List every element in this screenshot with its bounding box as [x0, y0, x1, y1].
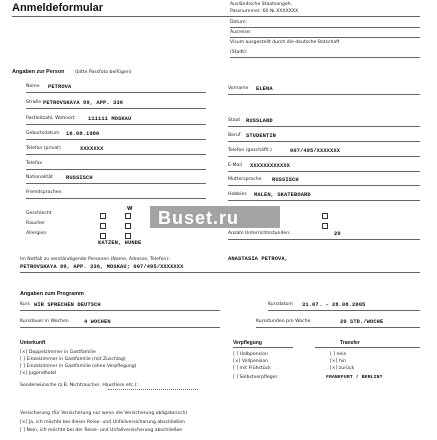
postcode-city-value[interactable]: 111111 MOSKAU	[88, 116, 132, 122]
country-label: Staat	[228, 118, 241, 123]
header-line-2: Passnummer: 60 № XXXXXXX	[230, 9, 299, 14]
watermark-stamp	[150, 206, 280, 228]
course-dates-label: Kursdatum	[268, 302, 293, 307]
hobbies-label: Hobbies	[228, 192, 247, 197]
accommodation-option-2[interactable]: [ ] Einzelzimmer in Gastfamilie (mit Zuschlag)	[20, 357, 126, 362]
duration-label: Kursdauer in Wochen	[20, 319, 69, 324]
header-line-3: Datum:	[230, 20, 248, 25]
person-section-title: Angaben zur Person	[12, 69, 65, 75]
gender-label: Geschlecht	[26, 211, 52, 216]
program-section-title: Angaben zum Programm	[20, 291, 84, 297]
transfer-option-2[interactable]: [×] hin	[330, 359, 346, 364]
emergency-label: Im Notfall zu verständigende Personen (Name, Adresse, Telefon):	[20, 257, 170, 262]
accommodation-title: Unterkunft	[20, 340, 46, 346]
weekly-hours-label: Kursstunden pro Woche	[256, 319, 311, 324]
transfer-option-1[interactable]: [ ] nein	[330, 352, 347, 357]
gender-male-checkbox[interactable]	[100, 213, 106, 219]
accommodation-option-4[interactable]: [×] Jugendhotel	[20, 371, 57, 376]
fax-label: Telefax	[26, 161, 43, 166]
languages-label: Fremdsprachen	[26, 190, 62, 195]
option-checkbox-b[interactable]	[322, 223, 328, 229]
phone-private-value[interactable]: XXXXXXX	[80, 146, 104, 152]
lessons-count-value[interactable]: 20	[334, 231, 341, 237]
watermark-text: Buset.ru	[158, 208, 240, 228]
gender-mark: W	[127, 206, 133, 212]
course-value[interactable]: WIR SPRECHEN DEUTSCH	[34, 302, 101, 308]
country-value[interactable]: RUSSLAND	[246, 118, 273, 124]
catering-option-1[interactable]: [ ] Halbpension	[233, 352, 269, 357]
course-dates-value[interactable]: 31.07. – 28.08.2005	[302, 302, 366, 308]
phone-business-label: Telefon (geschäftl.)	[228, 148, 272, 153]
street-value[interactable]: PETROVSKAYA 99, APP. 336	[43, 100, 124, 106]
title-divider	[12, 16, 420, 17]
postcode-city-label: Postleitzahl, Wohnort	[26, 116, 75, 121]
header-line-5: Visum ausgestellt durch die deutsche Botschaft	[230, 40, 340, 45]
insurance-title: Versicherung (für Versicherung nur wenn die Versicherung obligatorisch)	[20, 411, 188, 416]
header-line-1: Ausländische Staatsangeh.	[230, 2, 293, 7]
accommodation-note: Sonderwünsche (z.B. Nichtraucher, Haustiere etc.):	[20, 383, 138, 388]
birthdate-value[interactable]: 16.08.1980	[66, 131, 100, 137]
transfer-title: Transfer	[340, 340, 360, 346]
catering-option-2[interactable]: [×] Vollpension	[233, 359, 269, 364]
mother-tongue-label: Muttersprache	[228, 177, 262, 182]
accommodation-option-1[interactable]: [×] Doppelzimmer in Gastfamilie	[20, 350, 96, 355]
lessons-count-label: Anzahl Unterrichtsstunden:	[228, 231, 291, 236]
transfer-destination-value[interactable]: FRANKFURT / BERLIN?	[326, 375, 383, 380]
street-label: Straße	[26, 100, 42, 105]
emergency-value-2[interactable]: PETROVSKAYA 99, APP. 336, MOSKAU; 007/495/XXXXXXX	[20, 264, 184, 270]
name-label: Name	[26, 84, 40, 89]
option-checkbox-a[interactable]	[322, 213, 328, 219]
smoker-yes-checkbox[interactable]	[100, 223, 106, 229]
nationality-label: Nationalität	[26, 175, 53, 180]
weekly-hours-value[interactable]: 20 STD./WOCHE	[340, 319, 384, 325]
mother-tongue-value[interactable]: RUSSISCH	[272, 177, 299, 183]
phone-private-label: Telefon (privat)	[26, 146, 61, 151]
catering-option-3[interactable]: [ ] mit Frühstück	[233, 366, 271, 371]
allergies-label: Allergien	[26, 231, 47, 236]
insurance-option-no[interactable]: [ ] Nein, ich möchte bei der Reise- und Unfallversicherung abschließen	[20, 428, 183, 433]
person-section-hint: (bitte Passfoto beifügen)	[75, 70, 132, 75]
hobbies-value[interactable]: MALEN, SKATEBOARD	[254, 192, 311, 198]
allergies-yes-checkbox[interactable]	[100, 233, 106, 239]
profession-label: Beruf	[228, 133, 241, 138]
emergency-value-1[interactable]: ANASTASIA PETROVA,	[228, 256, 289, 262]
smoker-label: Raucher	[26, 221, 45, 226]
insurance-option-yes[interactable]: [×] Ja, ich möchte bei dieser Reise- und Unfallversicherung abschließen	[20, 420, 185, 425]
header-line-4: Ausreise:	[230, 30, 252, 35]
gender-female-checkbox[interactable]	[125, 213, 131, 219]
first-name-label: Vorname	[228, 86, 249, 91]
course-label: Kurs	[20, 302, 30, 307]
birthdate-label: Geburtsdatum	[26, 131, 60, 136]
smoker-no-checkbox[interactable]	[125, 223, 131, 229]
nationality-value[interactable]: RUSSISCH	[66, 175, 93, 181]
duration-value[interactable]: 4 WOCHEN	[84, 319, 111, 325]
phone-business-value[interactable]: 007/495/XXXXXXX	[290, 148, 341, 154]
name-value[interactable]: PETROVA	[48, 84, 72, 90]
allergies-value[interactable]: KATZEN, HUNDE	[98, 240, 142, 246]
form-title: Anmeldeformular	[12, 2, 104, 14]
profession-value[interactable]: STUDENTIN	[246, 133, 277, 139]
catering-option-4[interactable]: [ ] Selbstverpfleger	[233, 375, 278, 380]
email-label: E-Mail	[228, 163, 242, 168]
accommodation-option-3[interactable]: [ ] Einzelzimmer in Gastfamilie (ohne Verpflegung)	[20, 364, 137, 369]
first-name-value[interactable]: ELENA	[256, 86, 273, 92]
header-line-6: (Stadt):	[230, 50, 248, 55]
allergies-no-checkbox[interactable]	[125, 233, 131, 239]
email-value[interactable]: XXXXXXXXXXXX	[250, 163, 291, 169]
transfer-option-3[interactable]: [×] zurück	[330, 366, 355, 371]
catering-title: Verpflegung	[233, 340, 262, 346]
